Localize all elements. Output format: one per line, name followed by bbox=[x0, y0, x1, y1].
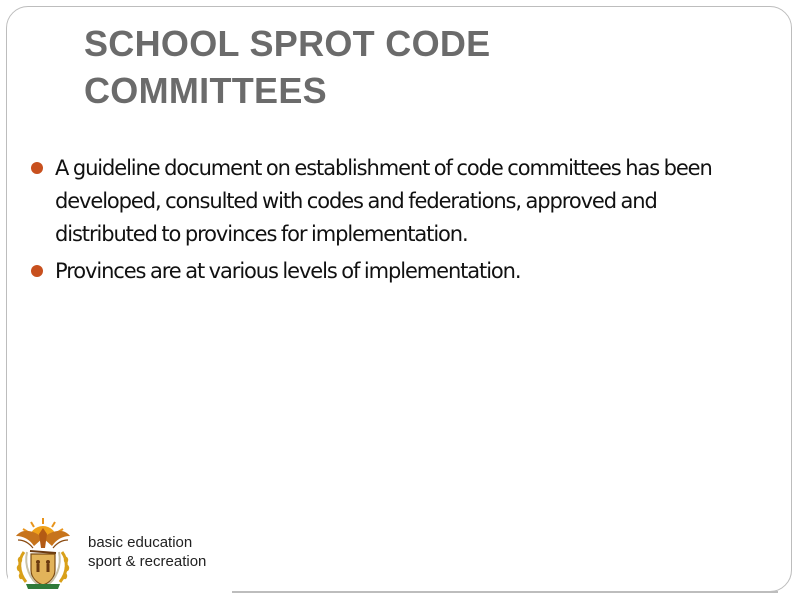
slide-title: SCHOOL SPROT CODE COMMITTEES bbox=[84, 23, 491, 111]
bullet-text: Provinces are at various levels of implementation. bbox=[55, 259, 521, 283]
bullet-item bbox=[30, 255, 760, 288]
frame-bottom-line bbox=[230, 591, 778, 593]
department-line-1: basic education bbox=[88, 534, 193, 551]
department-line-2: sport & recreation bbox=[88, 553, 207, 570]
bullet-list bbox=[30, 152, 760, 292]
coat-of-arms-icon bbox=[12, 514, 74, 590]
bullet-dot-icon bbox=[31, 162, 43, 174]
department-name bbox=[88, 533, 206, 571]
bullet-text: A guideline document on establishment of code committees has been developed, consulted with codes and federations, approved and distributed to provinces for implementation. bbox=[55, 156, 712, 246]
department-logo bbox=[8, 512, 232, 594]
bullet-item bbox=[30, 152, 760, 251]
bullet-dot-icon bbox=[31, 265, 43, 277]
